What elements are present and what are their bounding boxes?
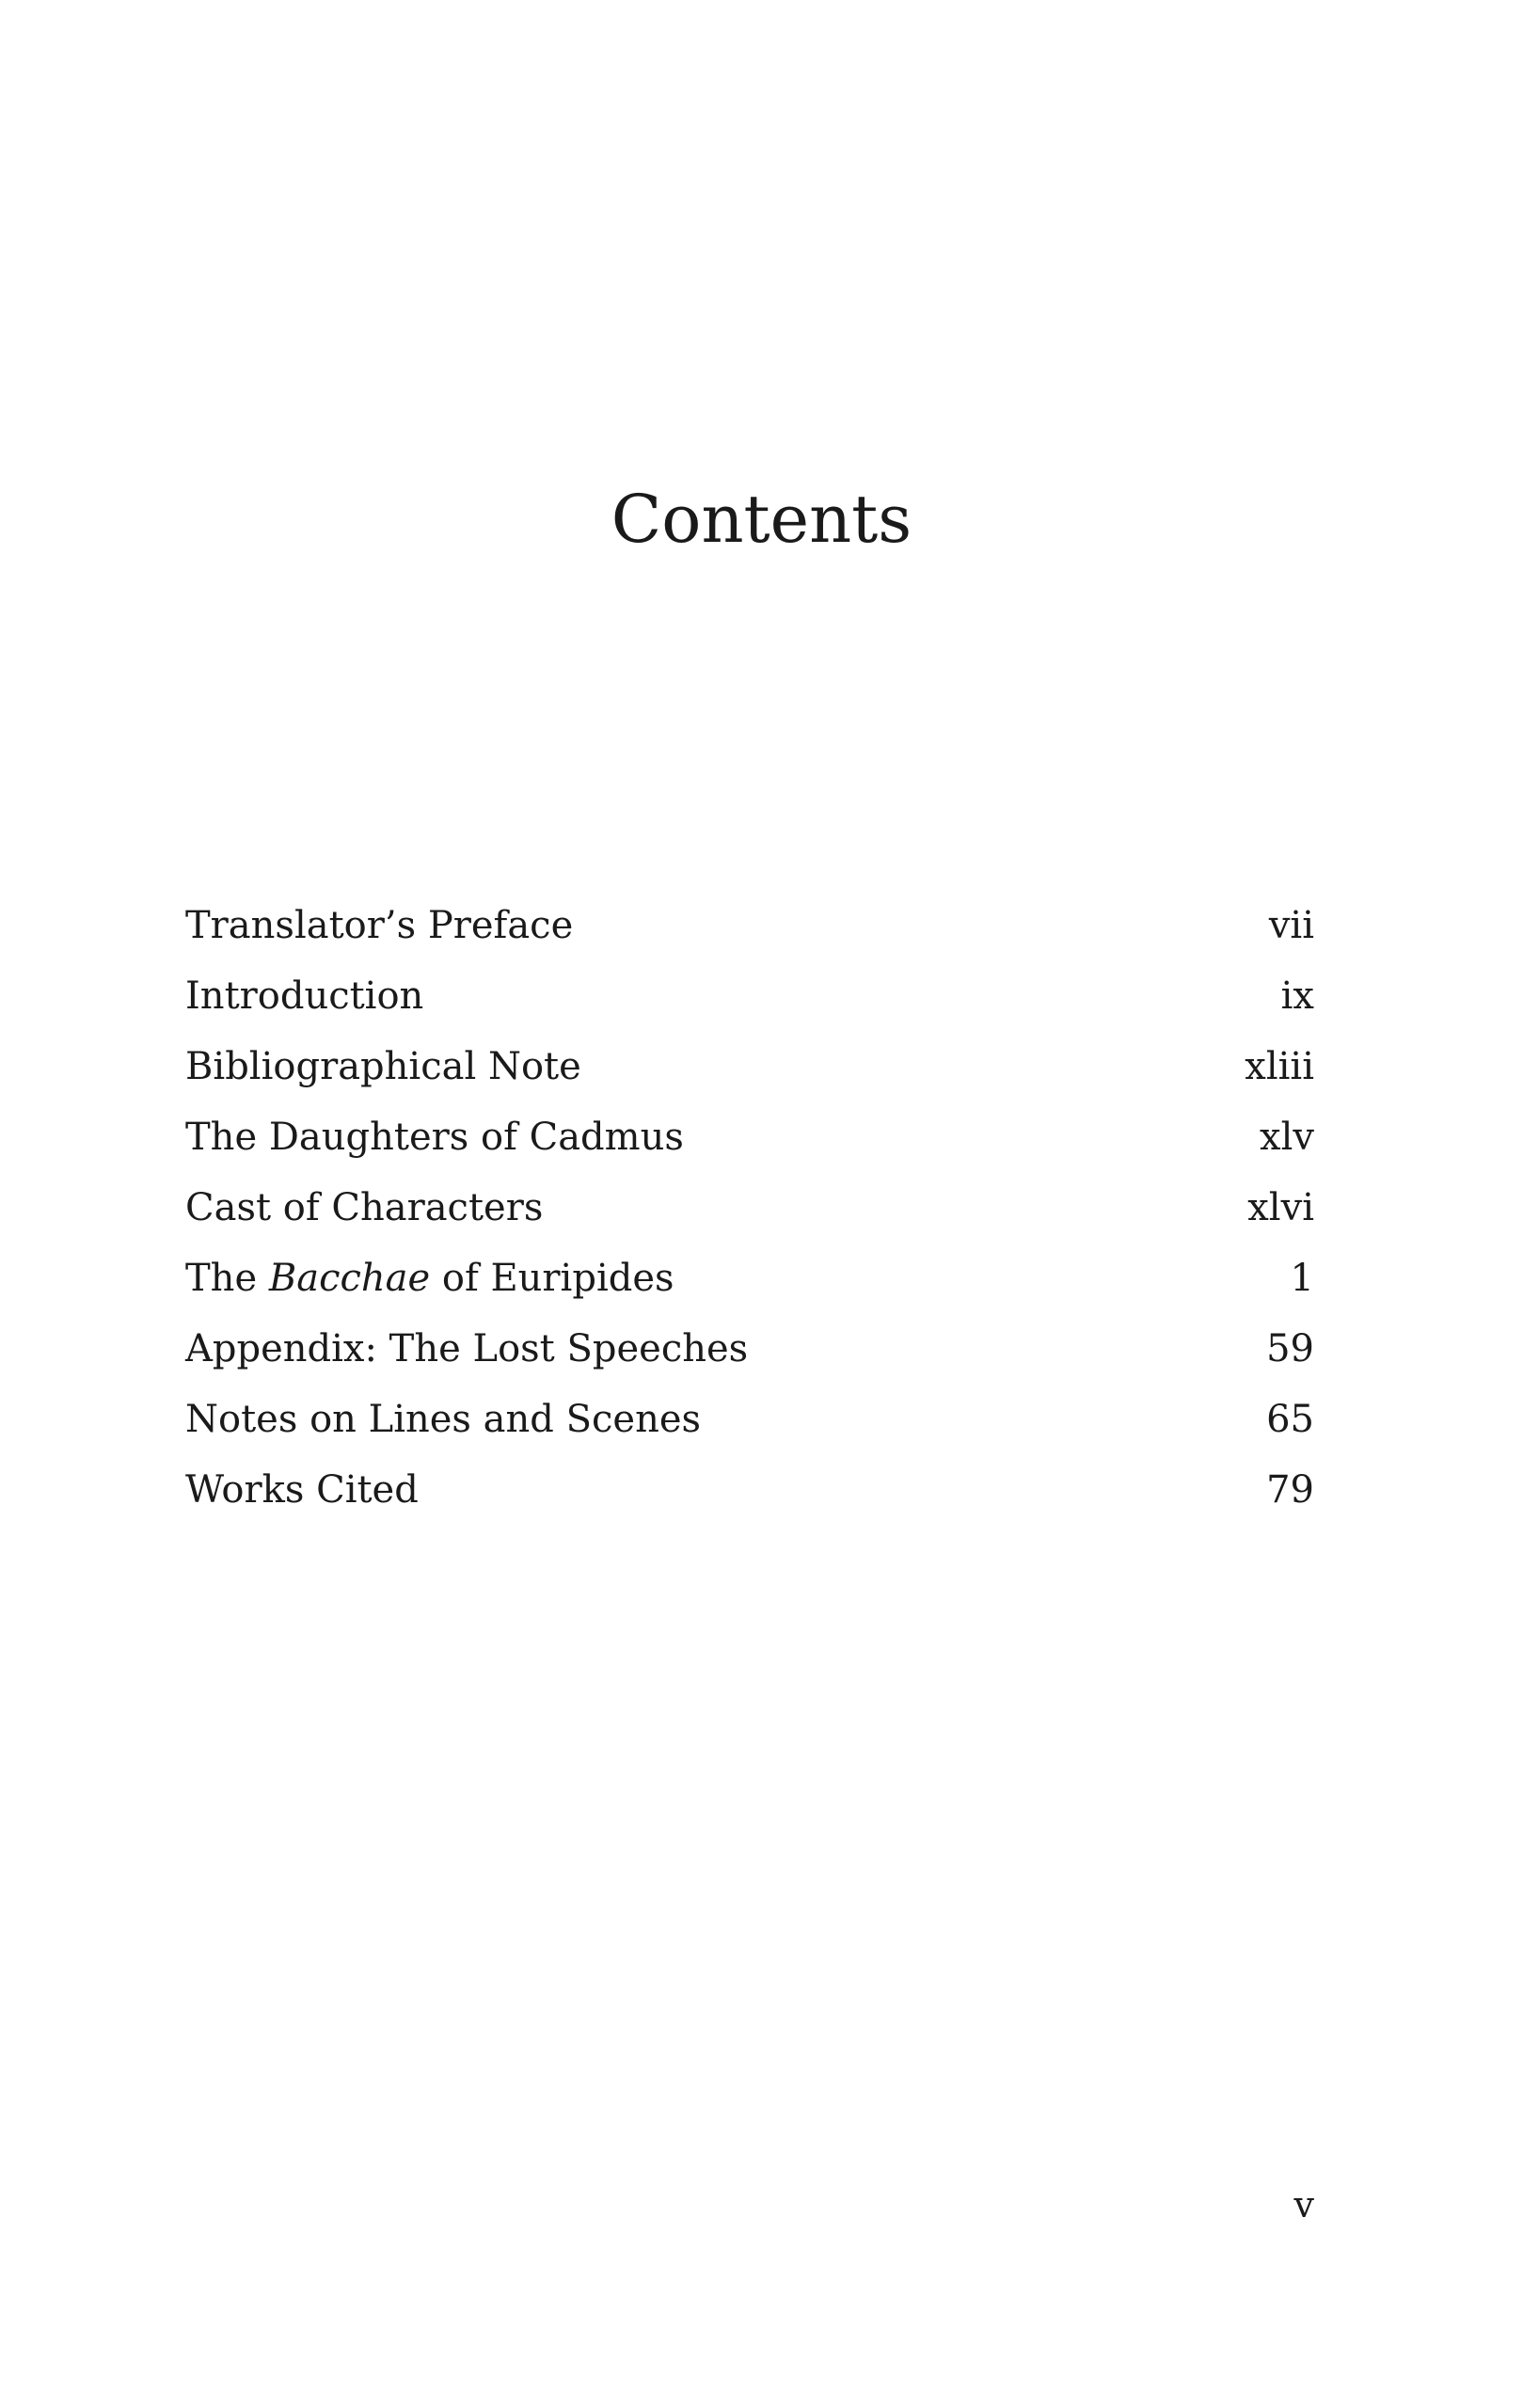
- toc-entry: [185, 1326, 1314, 1397]
- toc-entry-page: vii: [1268, 904, 1314, 947]
- toc-entry-title: The Bacchae of Euripides: [185, 1257, 674, 1300]
- toc-entry: [185, 1256, 1314, 1326]
- toc-entry-page: 79: [1266, 1468, 1314, 1512]
- toc-entry: [185, 1467, 1314, 1538]
- toc-entry-page: xlvi: [1247, 1186, 1314, 1229]
- toc-entry-title: Translator’s Preface: [185, 904, 574, 947]
- toc-entry-title: Notes on Lines and Scenes: [185, 1398, 702, 1441]
- toc-entry: [185, 1397, 1314, 1467]
- page-title: Contents: [611, 481, 912, 558]
- toc-entry-page: xliii: [1245, 1045, 1314, 1088]
- toc-entry-page: 65: [1266, 1398, 1314, 1441]
- toc-entry-page: xlv: [1260, 1116, 1314, 1159]
- page-number: v: [1293, 2184, 1314, 2226]
- toc-entry: [185, 974, 1314, 1044]
- toc-entry-title: Appendix: The Lost Speeches: [185, 1327, 749, 1370]
- toc-entry: [185, 1115, 1314, 1185]
- toc-entry-page: 1: [1290, 1257, 1314, 1300]
- toc-entry-title: Cast of Characters: [185, 1186, 544, 1229]
- table-of-contents: [185, 903, 1314, 1538]
- toc-entry-title: Works Cited: [185, 1468, 419, 1512]
- toc-entry-page: ix: [1280, 974, 1314, 1018]
- toc-entry-title: Bibliographical Note: [185, 1045, 581, 1088]
- toc-entry-title: Introduction: [185, 974, 424, 1018]
- toc-entry-title: The Daughters of Cadmus: [185, 1116, 684, 1159]
- toc-entry: [185, 903, 1314, 974]
- toc-entry-page: 59: [1266, 1327, 1314, 1370]
- toc-entry: [185, 1185, 1314, 1256]
- toc-entry: [185, 1044, 1314, 1115]
